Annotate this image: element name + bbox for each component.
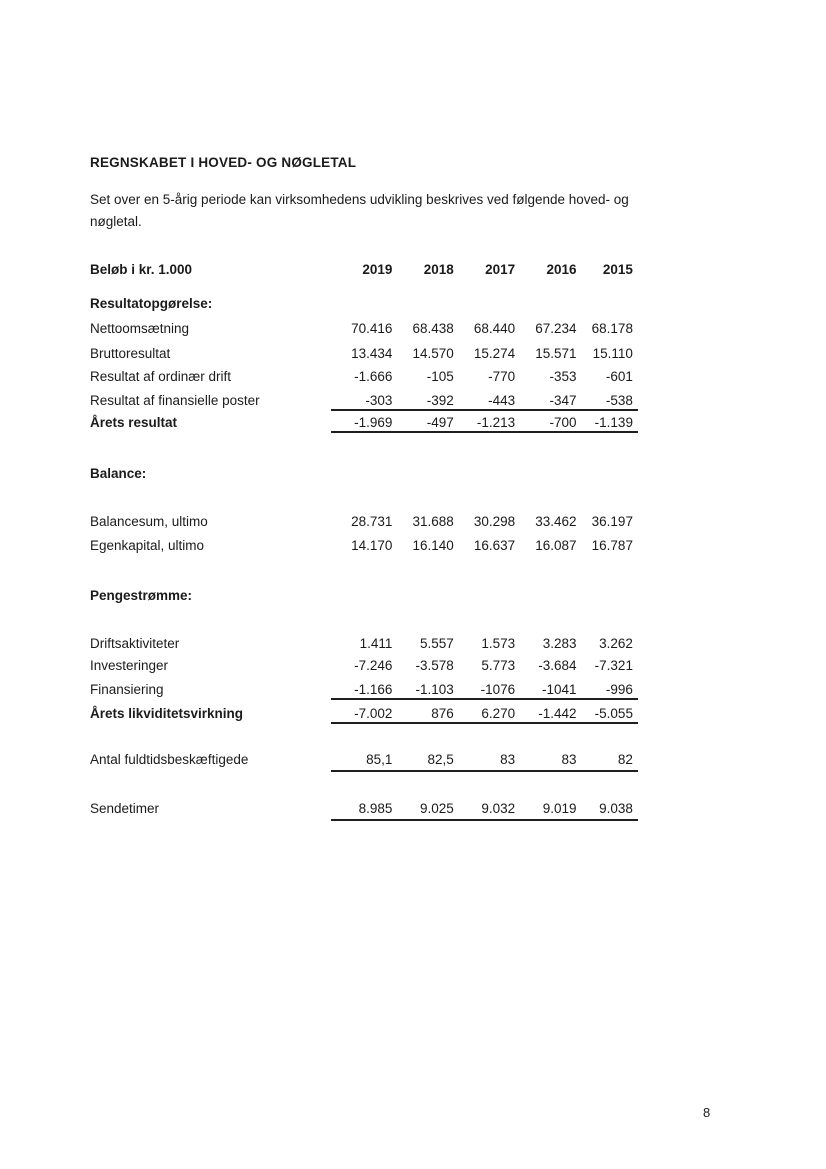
section-heading-label: Resultatopgørelse: xyxy=(90,296,213,311)
row-values xyxy=(331,346,638,362)
value-2016: -3.684 xyxy=(538,658,577,673)
row-values xyxy=(331,801,638,821)
value-2016: 3.283 xyxy=(542,636,577,651)
value-2019: -7.002 xyxy=(354,706,393,721)
value-2017: 68.440 xyxy=(473,321,516,336)
value-2017: -1076 xyxy=(480,682,516,697)
page-title: REGNSKABET I HOVED- OG NØGLETAL xyxy=(90,155,357,170)
value-2016: 67.234 xyxy=(535,321,577,336)
value-2015: -996 xyxy=(605,682,633,697)
value-2015: 82 xyxy=(617,752,633,767)
table-row-aarets-resultat xyxy=(90,415,638,433)
amounts-unit-label: Beløb i kr. 1.000 xyxy=(90,262,193,277)
table-row-bruttoresultat xyxy=(90,346,638,362)
value-2017: 15.274 xyxy=(473,346,516,361)
section-heading-label: Balance: xyxy=(90,466,147,481)
value-2017: -770 xyxy=(488,369,516,384)
value-2016: -353 xyxy=(549,369,577,384)
row-values xyxy=(331,369,638,385)
value-2017: 9.032 xyxy=(481,801,516,816)
value-2015: -601 xyxy=(605,369,633,384)
row-label: Resultat af finansielle poster xyxy=(90,393,260,408)
value-2015: 3.262 xyxy=(599,636,633,651)
value-2015: 16.787 xyxy=(591,538,633,553)
value-2018: 82,5 xyxy=(427,752,454,767)
year-header-2018: 2018 xyxy=(423,262,454,277)
row-values xyxy=(331,415,638,433)
table-row-nettoomsaetning xyxy=(90,321,638,337)
year-header-2016: 2016 xyxy=(546,262,577,277)
value-2016: -700 xyxy=(549,415,577,430)
row-label: Driftsaktiviteter xyxy=(90,636,180,651)
value-2015: 36.197 xyxy=(591,514,633,529)
value-2015: 68.178 xyxy=(591,321,633,336)
year-header-2015: 2015 xyxy=(602,262,633,277)
value-2019: 1.411 xyxy=(359,636,393,651)
value-2015: -1.139 xyxy=(594,415,633,430)
value-2018: -1.103 xyxy=(415,682,454,697)
value-2018: 14.570 xyxy=(412,346,454,361)
section-heading-balance xyxy=(90,466,638,482)
table-header-row xyxy=(90,262,638,278)
table-row-aarets-likviditetsvirkning xyxy=(90,706,638,724)
row-values xyxy=(331,706,638,724)
value-2019: -7.246 xyxy=(354,658,393,673)
row-values xyxy=(331,682,638,700)
row-values xyxy=(331,658,638,674)
value-2017: 16.637 xyxy=(473,538,516,553)
value-2017: 6.270 xyxy=(481,706,516,721)
value-2019: -1.666 xyxy=(354,369,393,384)
value-2015: -5.055 xyxy=(594,706,633,721)
row-label: Resultat af ordinær drift xyxy=(90,369,232,384)
value-2015: 15.110 xyxy=(592,346,633,361)
table-row-resultat-af-finansielle-poster xyxy=(90,393,638,411)
value-2018: 68.438 xyxy=(412,321,454,336)
value-2019: 8.985 xyxy=(358,801,393,816)
table-row-driftsaktiviteter xyxy=(90,636,638,652)
value-2019: 70.416 xyxy=(351,321,393,336)
row-label: Årets resultat xyxy=(90,415,178,430)
table-row-antal-fuldtidsbeskaeftigede xyxy=(90,752,638,772)
value-2018: -497 xyxy=(426,415,454,430)
value-2019: -303 xyxy=(365,393,393,408)
value-2017: -1.213 xyxy=(476,415,516,430)
row-label: Antal fuldtidsbeskæftigede xyxy=(90,752,249,767)
value-2016: -347 xyxy=(549,393,577,408)
table-row-egenkapital-ultimo xyxy=(90,538,638,554)
year-headers xyxy=(331,262,638,278)
row-label: Finansiering xyxy=(90,682,164,697)
section-heading-pengestromme xyxy=(90,588,638,604)
value-2019: -1.166 xyxy=(354,682,393,697)
value-2015: -7.321 xyxy=(594,658,633,673)
year-header-2019: 2019 xyxy=(362,262,393,277)
value-2019: -1.969 xyxy=(354,415,393,430)
value-2018: 5.557 xyxy=(419,636,454,651)
row-label: Balancesum, ultimo xyxy=(90,514,208,529)
table-row-sendetimer xyxy=(90,801,638,821)
section-heading-label: Pengestrømme: xyxy=(90,588,193,603)
value-2016: 9.019 xyxy=(542,801,577,816)
value-2016: -1041 xyxy=(542,682,577,697)
value-2017: 5.773 xyxy=(481,658,516,673)
row-label: Nettoomsætning xyxy=(90,321,190,336)
row-label: Årets likviditetsvirkning xyxy=(90,706,244,721)
value-2016: 33.462 xyxy=(535,514,577,529)
value-2017: 83 xyxy=(500,752,516,767)
value-2016: -1.442 xyxy=(538,706,577,721)
value-2015: -538 xyxy=(605,393,633,408)
value-2018: -105 xyxy=(426,369,454,384)
table-row-resultat-af-ordinaer-drift xyxy=(90,369,638,385)
value-2018: 16.140 xyxy=(412,538,454,553)
year-header-2017: 2017 xyxy=(485,262,516,277)
row-values xyxy=(331,321,638,337)
row-label: Egenkapital, ultimo xyxy=(90,538,205,553)
table-row-investeringer xyxy=(90,658,638,674)
value-2016: 83 xyxy=(561,752,577,767)
value-2019: 85,1 xyxy=(366,752,393,767)
value-2015: 9.038 xyxy=(599,801,633,816)
value-2019: 28.731 xyxy=(351,514,393,529)
intro-paragraph xyxy=(90,189,629,233)
table-row-finansiering xyxy=(90,682,638,700)
value-2018: -3.578 xyxy=(415,658,454,673)
row-values xyxy=(331,636,638,652)
intro-line-2: nøgletal. xyxy=(90,214,142,229)
row-label: Bruttoresultat xyxy=(90,346,171,361)
value-2019: 13.434 xyxy=(351,346,393,361)
intro-line-1: Set over en 5-årig periode kan virksomhedens udvikling beskrives ved følgende hoved- og xyxy=(90,192,629,207)
value-2016: 16.087 xyxy=(535,538,577,553)
value-2017: 30.298 xyxy=(473,514,516,529)
row-values xyxy=(331,538,638,554)
value-2016: 15.571 xyxy=(535,346,577,361)
value-2018: 876 xyxy=(431,706,454,721)
value-2017: -443 xyxy=(488,393,516,408)
row-values xyxy=(331,752,638,772)
page-number: 8 xyxy=(703,1105,711,1120)
value-2018: 9.025 xyxy=(419,801,454,816)
table-row-balancesum-ultimo xyxy=(90,514,638,530)
value-2017: 1.573 xyxy=(481,636,516,651)
row-label: Investeringer xyxy=(90,658,169,673)
row-values xyxy=(331,393,638,411)
row-values xyxy=(331,514,638,530)
value-2019: 14.170 xyxy=(351,538,393,553)
value-2018: -392 xyxy=(426,393,454,408)
row-label: Sendetimer xyxy=(90,801,160,816)
value-2018: 31.688 xyxy=(412,514,454,529)
section-heading-resultatopgorelse xyxy=(90,296,638,312)
